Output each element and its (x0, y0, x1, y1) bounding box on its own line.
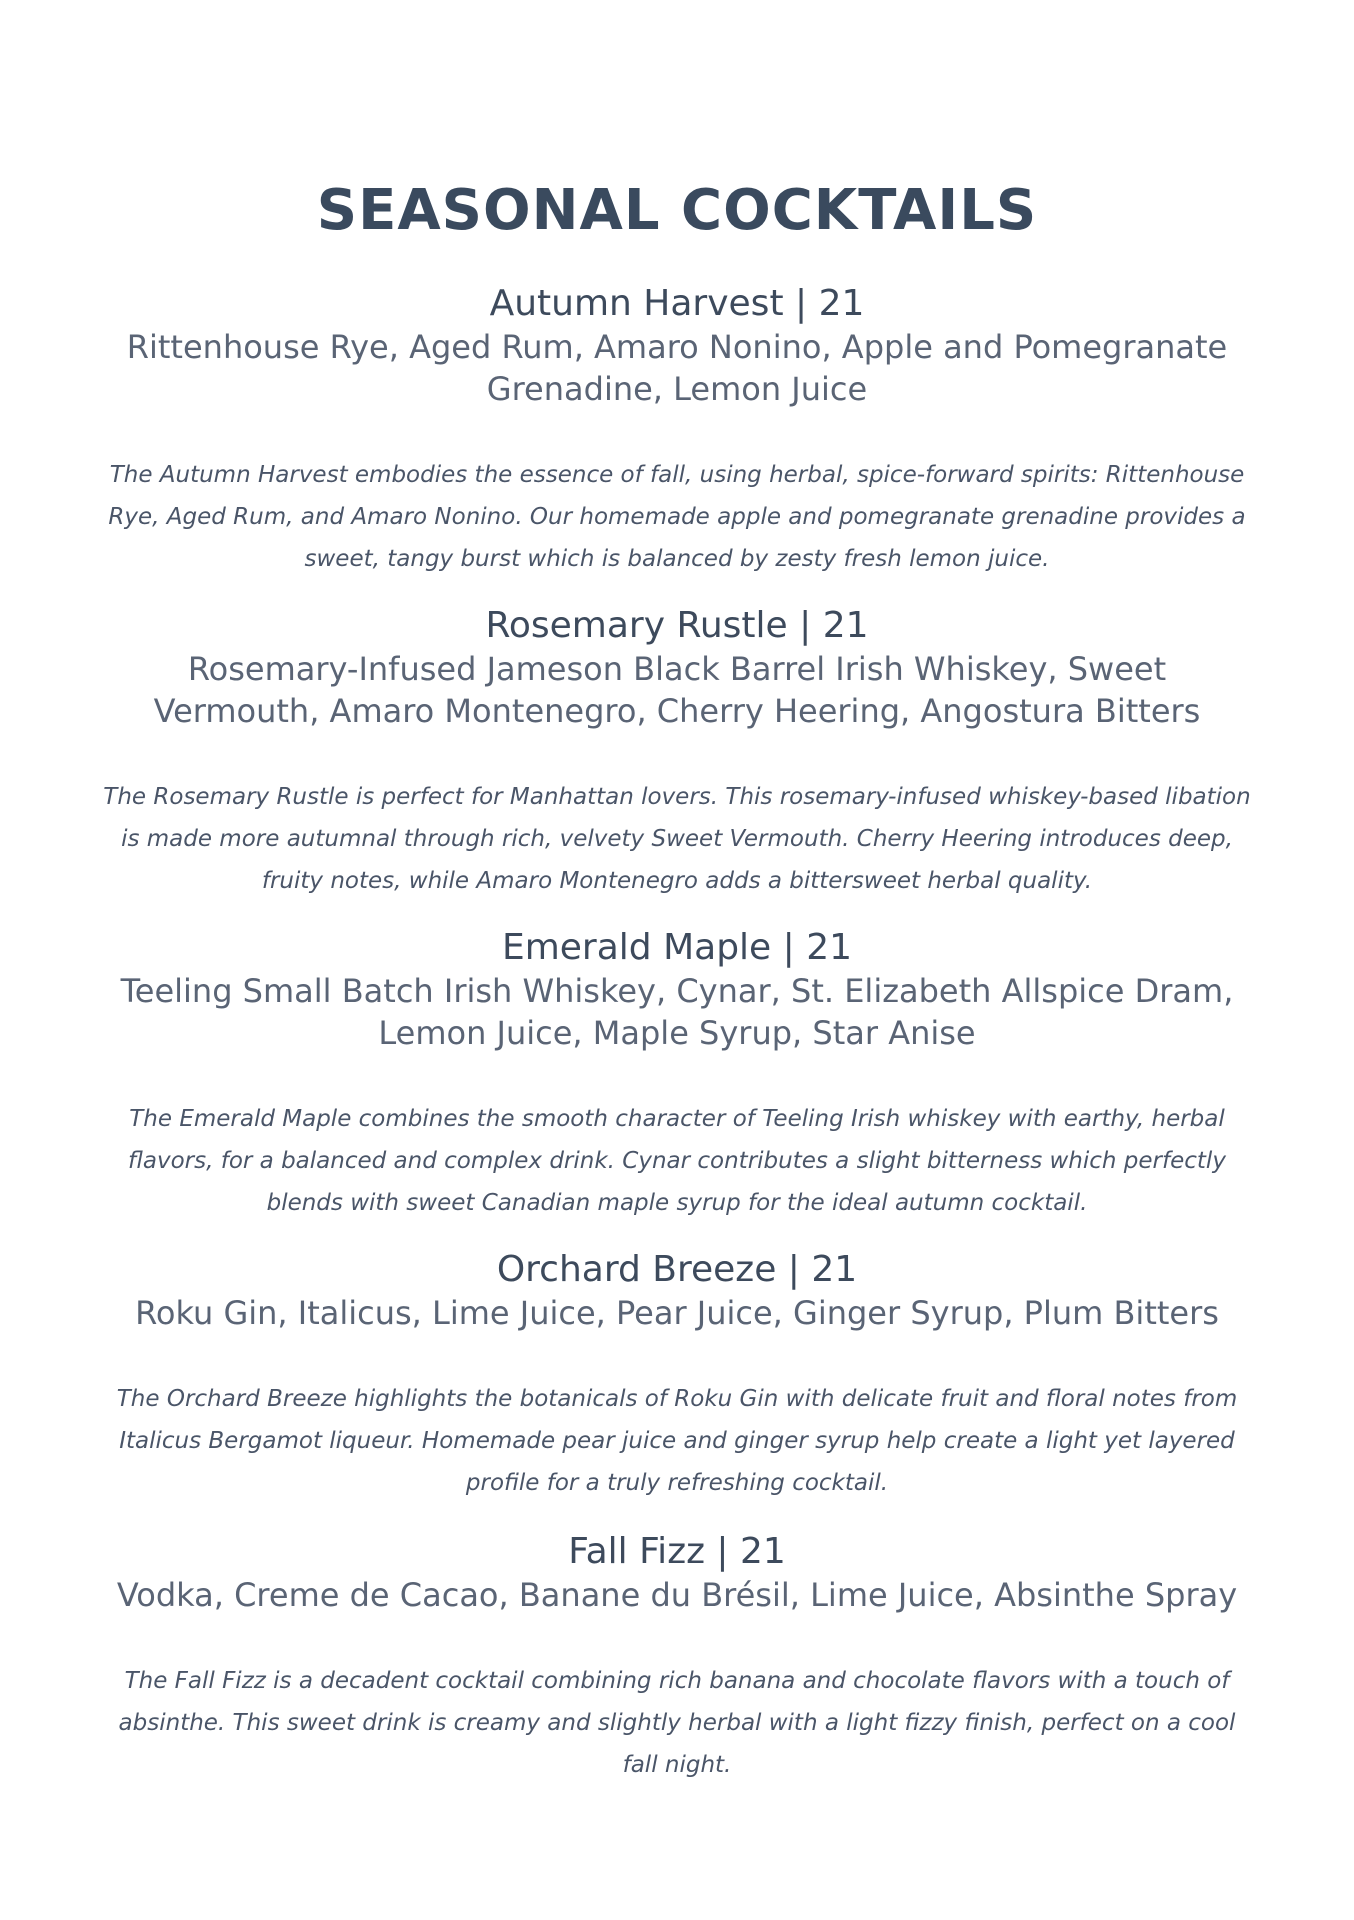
menu-item-name: Rosemary Rustle (485, 605, 788, 646)
menu-item-ingredients: Vodka, Creme de Cacao, Banane du Brésil, Lime Juice, Absinthe Spray (116, 1576, 1238, 1614)
menu-item-description: The Emerald Maple combines the smooth character of Teeling Irish whiskey with earthy, herbal flavors, for a balanced and complex drink. Cynar contributes a slight bitterness which perfectly blends with sweet Canadian maple syrup for the ideal autumn cocktail. (128, 1106, 1226, 1216)
menu-item-heading (100, 926, 1254, 970)
menu-item-name: Autumn Harvest (489, 283, 784, 324)
menu-item-price: 21 (818, 283, 865, 324)
menu-item-description: The Fall Fizz is a decadent cocktail combining rich banana and chocolate flavors with a touch of absinthe. This sweet drink is creamy and slightly herbal with a light fizzy finish, perfect on a cool fall night. (118, 1668, 1236, 1778)
price-separator: | (783, 283, 819, 324)
menu-item-price: 21 (806, 927, 853, 968)
menu-item-heading (100, 282, 1254, 326)
menu-item-description: The Rosemary Rustle is perfect for Manhattan lovers. This rosemary-infused whiskey-based libation is made more autumnal through rich, velvety Sweet Vermouth. Cherry Heering introduces deep, fruity notes, while Amaro Montenegro adds a bittersweet herbal quality. (103, 784, 1251, 894)
menu-item-heading (100, 1248, 1254, 1292)
menu-item-heading (100, 604, 1254, 648)
menu-item-price: 21 (811, 1249, 858, 1290)
menu-item-name: Orchard Breeze (496, 1249, 777, 1290)
menu-item-orchard-breeze (100, 1248, 1254, 1504)
menu-item-ingredients: Roku Gin, Italicus, Lime Juice, Pear Juice, Ginger Syrup, Plum Bitters (135, 1294, 1219, 1332)
menu-item-rosemary-rustle (100, 604, 1254, 902)
menu-item-description: The Autumn Harvest embodies the essence of fall, using herbal, spice-forward spirits: Rittenhouse Rye, Aged Rum, and Amaro Nonino. Our homemade apple and pomegranate grenadine provides a sweet, tangy burst which is balanced by zesty fresh lemon juice. (108, 462, 1246, 572)
price-separator: | (704, 1531, 740, 1572)
menu-item-name: Emerald Maple (501, 927, 772, 968)
menu-item-price: 21 (822, 605, 869, 646)
menu-item-autumn-harvest (100, 282, 1254, 580)
menu-item-fall-fizz (100, 1530, 1254, 1786)
menu-item-emerald-maple (100, 926, 1254, 1224)
menu-item-heading (100, 1530, 1254, 1574)
menu-item-ingredients: Teeling Small Batch Irish Whiskey, Cynar, St. Elizabeth Allspice Dram, Lemon Juice, Maple Syrup, Star Anise (120, 972, 1234, 1052)
page-title: SEASONAL COCKTAILS (316, 178, 1038, 243)
price-separator: | (771, 927, 807, 968)
price-separator: | (787, 605, 823, 646)
price-separator: | (776, 1249, 812, 1290)
menu-item-description: The Orchard Breeze highlights the botanicals of Roku Gin with delicate fruit and floral notes from Italicus Bergamot liqueur. Homemade pear juice and ginger syrup help create a light yet layered profile for a truly refreshing cocktail. (116, 1386, 1238, 1496)
menu-item-ingredients: Rosemary-Infused Jameson Black Barrel Irish Whiskey, Sweet Vermouth, Amaro Montenegro, Cherry Heering, Angostura Bitters (153, 650, 1201, 730)
menu-item-name: Fall Fizz (568, 1531, 705, 1572)
menu-item-price: 21 (740, 1531, 786, 1572)
menu-item-ingredients: Rittenhouse Rye, Aged Rum, Amaro Nonino, Apple and Pomegranate Grenadine, Lemon Juice (126, 328, 1228, 408)
